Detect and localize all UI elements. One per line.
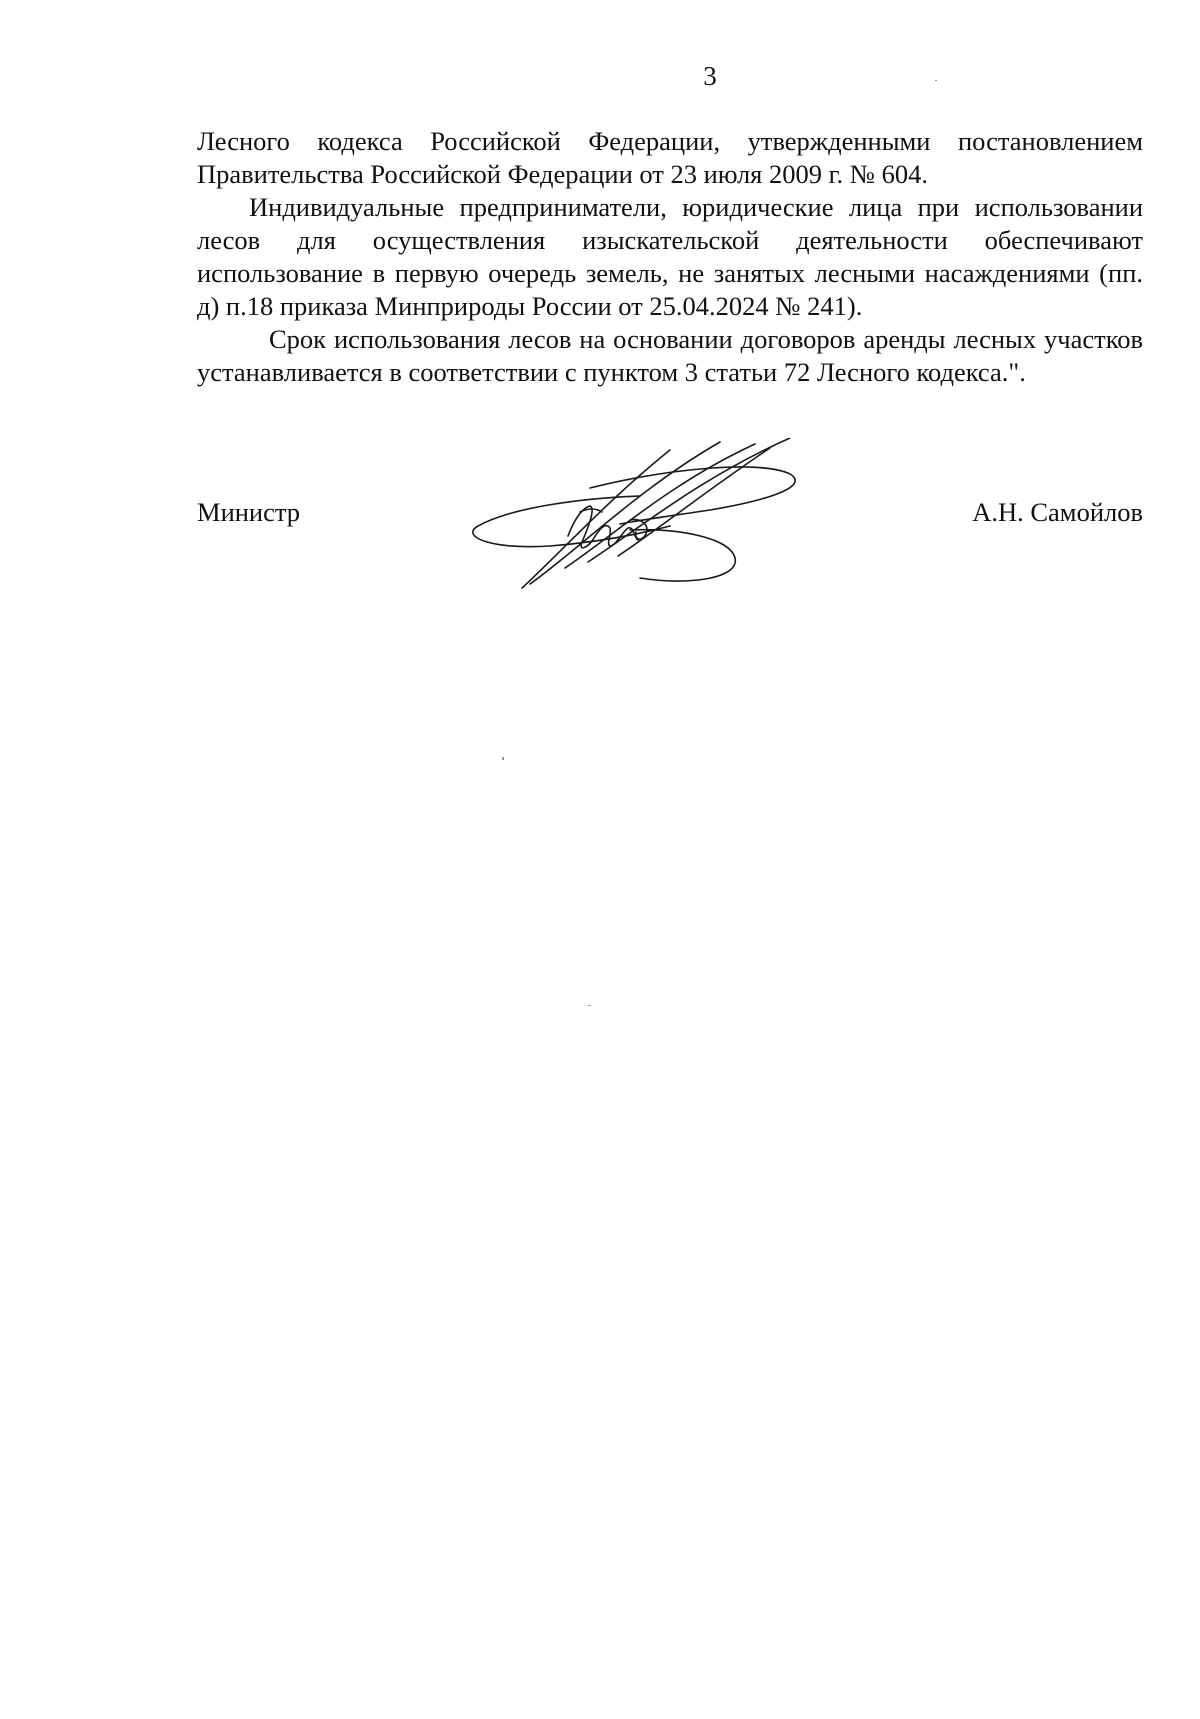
scan-speck [935,80,937,81]
paragraph-lease-term: Срок использования лесов на основании договоров аренды лесных участков устанавливается в соответствии с пунктом 3 статьи 72 Лесного кодекса.". [197,324,1143,387]
document-body [197,125,1143,389]
handwritten-signature [470,438,850,618]
scan-speck [588,1005,591,1006]
signer-position: Министр [197,497,301,527]
paragraph-entrepreneurs: Индивидуальные предприниматели, юридические лица при использовании лесов для осуществления изыскательской деятельности обеспечивают использование в первую очередь земель, не занятых лесными насаждениями (пп. д) п.18 приказа Минприроды России от 25.04.2024 № 241). [197,192,1143,321]
scan-speck [502,757,504,760]
page-number: 3 [703,61,717,91]
paragraph-continuation: Лесного кодекса Российской Федерации, утвержденными постановлением Правительства Российской Федерации от 23 июля 2009 г. № 604. [197,126,1143,189]
signer-name: А.Н. Самойлов [972,497,1143,527]
